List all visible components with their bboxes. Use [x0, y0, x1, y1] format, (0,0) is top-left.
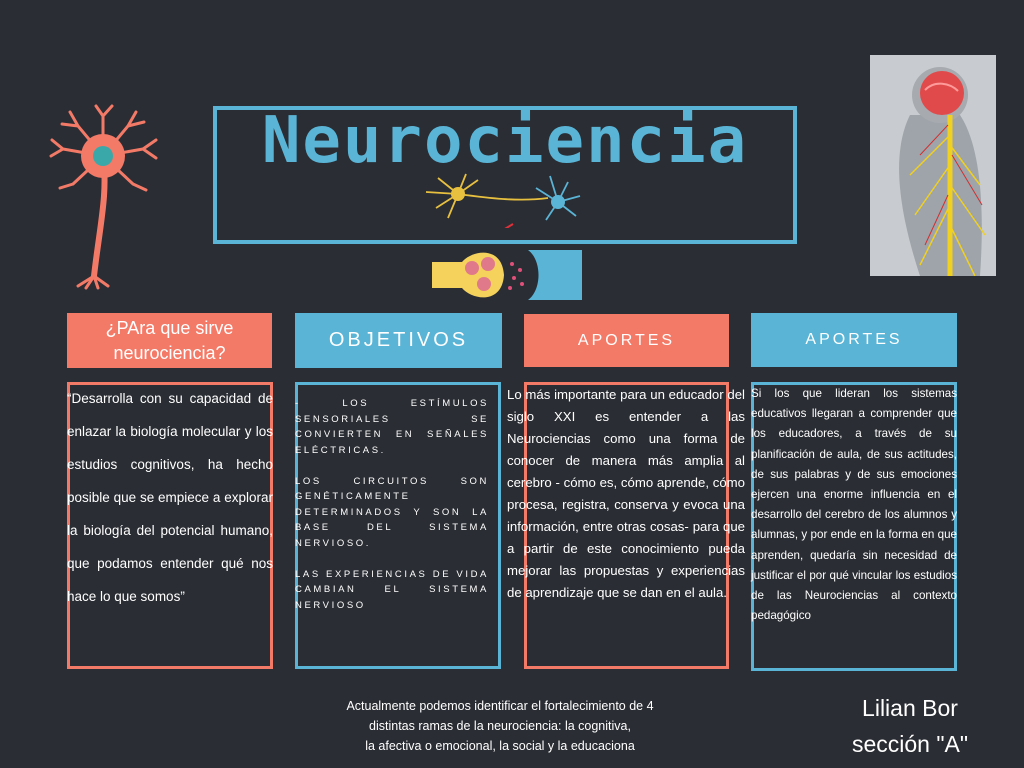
objectives-text [295, 396, 489, 629]
neurons-connection-icon [418, 168, 583, 228]
header-purpose: ¿PAra que sirve neurociencia? [67, 313, 272, 368]
purpose-text: “Desarrolla con su capacidad de enlazar la biología molecular y los estudios cognitivos, ha hecho posible que se empiece a explorar la biología del potencial humano, que podamos entender qué nos hace lo que somos” [67, 391, 273, 604]
header-contributions-1: APORTES [524, 314, 729, 367]
footer-line: Actualmente podemos identificar el fortalecimiento de 4 [346, 699, 654, 713]
header-objectives: OBJETIVOS [295, 313, 502, 368]
objective-item: LAS EXPERIENCIAS DE VIDA CAMBIAN EL SISTEMA NERVIOSO [295, 568, 489, 611]
author-section: sección "A" [851, 731, 969, 757]
neuron-icon [48, 104, 160, 290]
footer-line: distintas ramas de la neurociencia: la cognitiva, [369, 719, 631, 733]
contributions-text-1: Lo más importante para un educador del siglo XXI es entender a las Neurociencias como una forma de conocer de manera más amplia al cerebro - cómo es, cómo aprende, cómo procesa, registra, conserva y evoca una información, entre otras cosas- para que a partir de este conocimiento pueda mejorar las propuestas y experiencias de aprendizaje que se dan en el aula. [507, 387, 745, 600]
objective-item: LOS CIRCUITOS SON GENÉTICAMENTE DETERMINADOS Y SON LA BASE DEL SISTEMA NERVIOSO. [295, 475, 489, 549]
footer-note [300, 696, 700, 756]
author-block [835, 690, 985, 762]
page-title: Neurociencia [261, 104, 749, 178]
contributions-text-2: Si los que lideran los sistemas educativos llegaran a comprender que los educadores, a través de su planificación de aula, de sus actitudes, de sus palabras y de sus emociones ejercen una enorme influencia en el desarrollo del cerebro de los alumnos y alumnas, y por ende en la forma en que aprenden, quedaría sin necesidad de justificar el por qué vincular los estudios de las Neurociencias al contexto pedagógico [751, 387, 957, 623]
header-contributions-2: APORTES [751, 313, 957, 367]
objective-item: - LOS ESTÍMULOS SENSORIALES SE CONVIERTEN EN SEÑALES ELÉCTRICAS. [295, 398, 489, 456]
nervous-system-image [870, 55, 996, 276]
author-name: Lilian Bor [862, 695, 958, 721]
footer-line: la afectiva o emocional, la social y la educaciona [365, 739, 635, 753]
synapse-icon [432, 240, 582, 310]
